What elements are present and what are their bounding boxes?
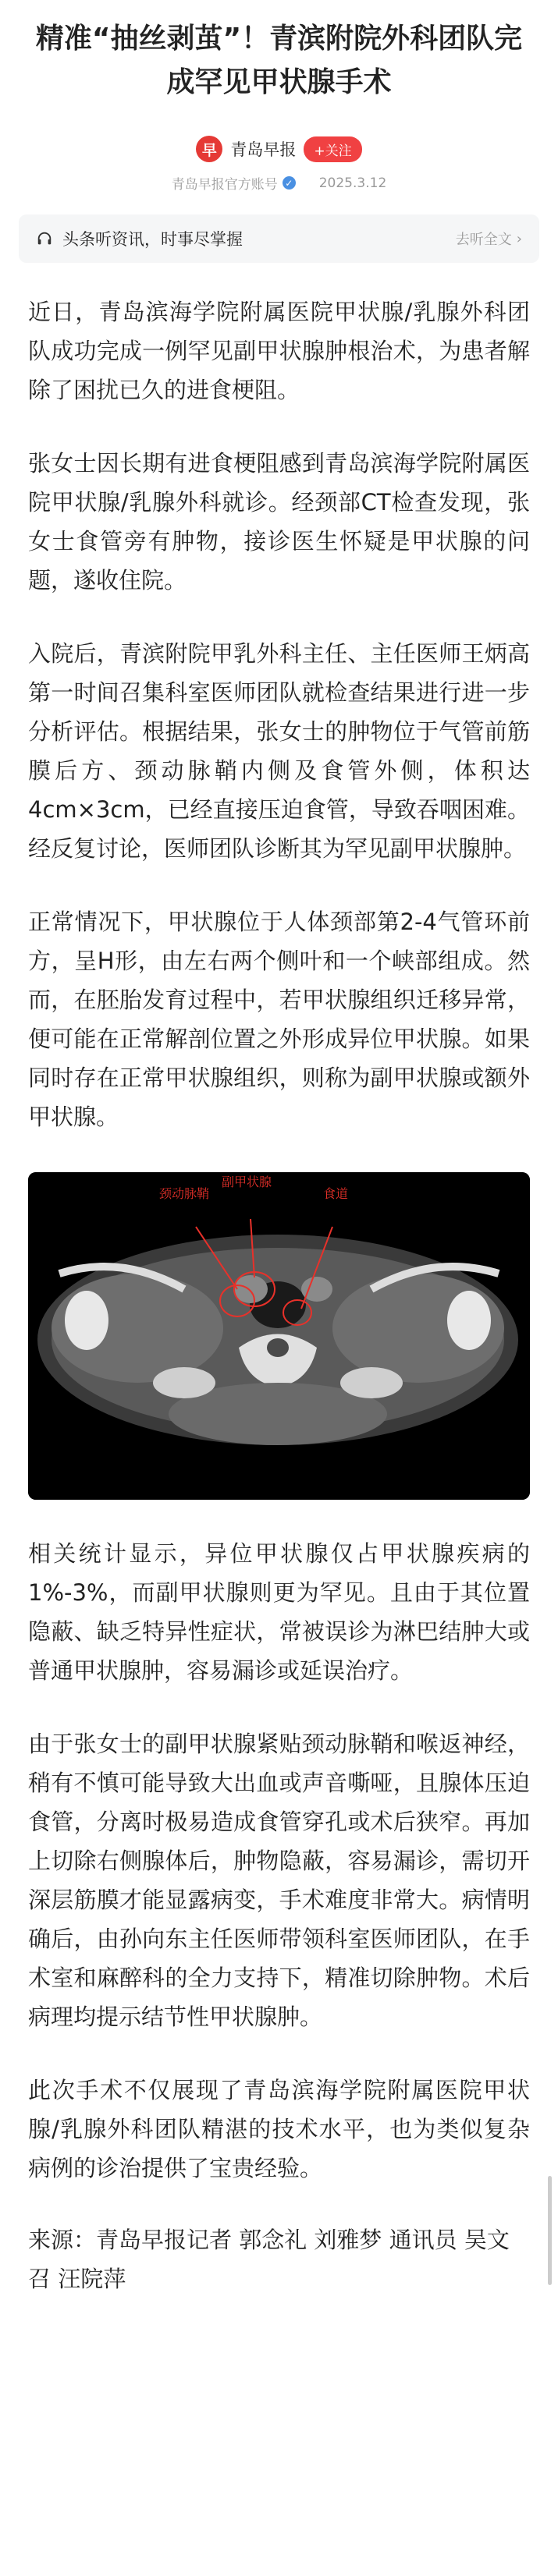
official-account-label: 青岛早报官方账号 xyxy=(171,177,278,193)
account-meta-row xyxy=(0,173,558,193)
account-name[interactable]: 青岛早报 xyxy=(230,140,297,159)
verified-icon: ✓ xyxy=(283,176,296,190)
article-source: 来源：青岛早报记者 郭念礼 刘雅梦 通讯员 吴文召 汪院萍 xyxy=(28,2227,510,2292)
account-avatar[interactable]: 早 xyxy=(196,136,222,162)
article-body xyxy=(28,292,530,2298)
listen-bar-text: 头条听资讯，时事尽掌握 xyxy=(62,230,243,249)
article-paragraph: 张女士因长期有进食梗阻感到青岛滨海学院附属医院甲状腺/乳腺外科就诊。经颈部CT检查发现，张女士食管旁有肿物，接诊医生怀疑是甲状腺的问题，遂收住院。 xyxy=(28,450,530,594)
figure-label-carotid: 颈动脉鞘 xyxy=(159,1186,210,1201)
account-row xyxy=(0,136,558,162)
headphones-icon xyxy=(36,230,53,247)
chevron-right-icon: › xyxy=(516,230,522,247)
scrollbar-thumb[interactable] xyxy=(548,2176,552,2285)
listen-bar[interactable] xyxy=(19,214,539,263)
publish-date: 2025.3.12 xyxy=(318,175,387,191)
article-title: 精准“抽丝剥茧”！青滨附院外科团队完成罕见甲状腺手术 xyxy=(35,23,523,98)
ct-scan-image[interactable] xyxy=(28,1172,530,1500)
listen-full-link[interactable] xyxy=(456,229,522,249)
article-paragraph: 此次手术不仅展现了青岛滨海学院附属医院甲状腺/乳腺外科团队精湛的技术水平，也为类似复杂病例的诊治提供了宝贵经验。 xyxy=(28,2077,530,2181)
listen-full-label: 去听全文 xyxy=(455,232,512,248)
article-paragraph: 近日，青岛滨海学院附属医院甲状腺/乳腺外科团队成功完成一例罕见副甲状腺肿根治术，为患者解除了困扰已久的进食梗阻。 xyxy=(28,299,530,403)
article-paragraph: 相关统计显示，异位甲状腺仅占甲状腺疾病的1%-3%，而副甲状腺则更为罕见。且由于其位置隐蔽、缺乏特异性症状，常被误诊为淋巴结肿大或普通甲状腺肿，容易漏诊或延误治疗。 xyxy=(28,1540,530,1684)
figure-label-esophagus: 食道 xyxy=(323,1186,349,1201)
ct-scan-graphic xyxy=(28,1172,530,1500)
figure-label-parathyroid: 副甲状腺 xyxy=(222,1175,272,1189)
follow-button[interactable]: +关注 xyxy=(304,136,361,162)
article-paragraph: 由于张女士的副甲状腺紧贴颈动脉鞘和喉返神经，稍有不慎可能导致大出血或声音嘶哑，且腺体压迫食管，分离时极易造成食管穿孔或术后狭窄。再加上切除右侧腺体后，肿物隐蔽，容易漏诊，需切开深层筋膜才能显露病变，手术难度非常大。病情明确后，由孙向东主任医师带领科室医师团队，在手术室和麻醉科的全力支持下，精准切除肿物。术后病理均提示结节性甲状腺肿。 xyxy=(28,1731,530,2030)
article-paragraph: 正常情况下，甲状腺位于人体颈部第2-4气管环前方，呈H形，由左右两个侧叶和一个峡部组成。然而，在胚胎发育过程中，若甲状腺组织迁移异常，便可能在正常解剖位置之外形成异位甲状腺。如果同时存在正常甲状腺组织，则称为副甲状腺或额外甲状腺。 xyxy=(28,909,530,1130)
article-paragraph: 入院后，青滨附院甲乳外科主任、主任医师王炳高第一时间召集科室医师团队就检查结果进行进一步分析评估。根据结果，张女士的肿物位于气管前筋膜后方、颈动脉鞘内侧及食管外侧，体积达4cm×3cm，已经直接压迫食管，导致吞咽困难。经反复讨论，医师团队诊断其为罕见副甲状腺肿。 xyxy=(28,640,530,862)
